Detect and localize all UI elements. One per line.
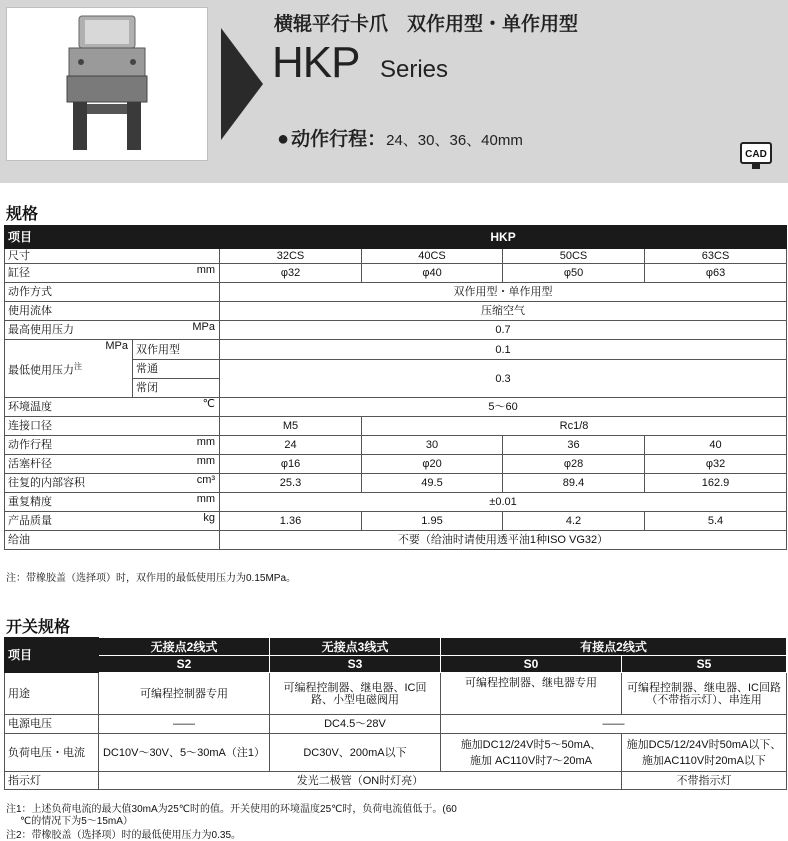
- product-subtitle: 横辊平行卡爪 双作用型・单作用型: [274, 14, 579, 35]
- row-label-text: 往复的内部容积: [8, 477, 85, 489]
- row-label-text: 重复精度: [8, 496, 52, 508]
- cell-line: 施加 AC110V时7～20mA: [469, 754, 593, 767]
- cell: 40: [645, 436, 787, 455]
- cell: 5～60: [220, 398, 787, 417]
- cell: 0.3: [220, 360, 787, 398]
- row-label: 连接口径: [5, 417, 220, 436]
- cell: 0.1: [220, 340, 787, 360]
- cell: φ28: [503, 455, 645, 474]
- stroke-summary-label: 动作行程：: [291, 129, 387, 150]
- cell: ——: [99, 715, 270, 734]
- row-unit: MPa: [192, 321, 216, 333]
- table-row: [5, 772, 787, 790]
- row-label: [5, 398, 220, 417]
- cell: DC30V、200mA以下: [270, 734, 441, 772]
- cell: 可编程控制器、继电器专用: [441, 673, 622, 715]
- table-row: [5, 474, 787, 493]
- table-row: [5, 455, 787, 474]
- cell: 发光二极管（ON时灯亮）: [99, 772, 622, 790]
- cell: φ40: [362, 264, 503, 283]
- cell: φ63: [645, 264, 787, 283]
- row-label: 电源电压: [5, 715, 99, 734]
- table-row: [5, 493, 787, 512]
- group-header: 无接点2线式: [99, 638, 270, 656]
- cell: 可编程控制器专用: [99, 673, 270, 715]
- cell: 4.2: [503, 512, 645, 531]
- sub-label: 常通: [133, 360, 220, 379]
- series-word: Series: [380, 56, 449, 83]
- cell: 1.36: [220, 512, 362, 531]
- row-label-text: 活塞杆径: [8, 458, 52, 470]
- cell: 49.5: [362, 474, 503, 493]
- cell: 1.95: [362, 512, 503, 531]
- cell: 0.7: [220, 321, 787, 340]
- cell: 40CS: [362, 249, 503, 264]
- gripper-image: [7, 8, 207, 160]
- series-code: HKP: [272, 38, 360, 87]
- table-row: [5, 340, 787, 360]
- row-label: 尺寸: [5, 249, 220, 264]
- row-label: 用途: [5, 673, 99, 715]
- header-arrow: [221, 28, 263, 140]
- cell: 24: [220, 436, 362, 455]
- cell: 162.9: [645, 474, 787, 493]
- cell: 50CS: [503, 249, 645, 264]
- row-label: [5, 340, 133, 398]
- cell: 双作用型・单作用型: [220, 283, 787, 302]
- table-row: [5, 531, 787, 550]
- product-photo: [6, 7, 208, 161]
- spec-header-model: HKP: [220, 226, 787, 249]
- cell: φ20: [362, 455, 503, 474]
- cell: DC10V～30V、5～30mA（注1）: [99, 734, 270, 772]
- table-row: [5, 249, 787, 264]
- header-banner: [0, 0, 788, 183]
- model-header: S5: [622, 656, 787, 673]
- model-header: S0: [441, 656, 622, 673]
- spec-header-item: 项目: [5, 226, 220, 249]
- group-header: 无接点3线式: [270, 638, 441, 656]
- table-row: [5, 264, 787, 283]
- sub-label: 双作用型: [133, 340, 220, 360]
- table-row: [5, 398, 787, 417]
- cell: φ32: [220, 264, 362, 283]
- cell: 63CS: [645, 249, 787, 264]
- switch-section-title: 开关规格: [6, 619, 71, 636]
- switch-note-2: 注2：带橡胶盖（选择项）时的最低使用压力为0.35。: [6, 830, 242, 841]
- row-label-text: 环境温度: [8, 401, 52, 413]
- table-row: [5, 715, 787, 734]
- cell-line: 施加DC5/12/24V时50mA以下、: [626, 738, 782, 751]
- row-label: [5, 455, 220, 474]
- cell: 89.4: [503, 474, 645, 493]
- cell: 30: [362, 436, 503, 455]
- cell: φ32: [645, 455, 787, 474]
- row-label-text: 动作行程: [8, 439, 52, 451]
- cell-line: 施加DC12/24V时5～50mA、: [460, 738, 602, 751]
- row-label: 使用流体: [5, 302, 220, 321]
- switch-note-1-cont: ℃的情况下为5～15mA）: [20, 816, 133, 827]
- row-unit: mm: [196, 264, 216, 276]
- row-unit: cm³: [196, 474, 216, 486]
- cell: [441, 734, 622, 772]
- row-label-text: 缸径: [8, 267, 30, 279]
- cell: φ16: [220, 455, 362, 474]
- row-unit: kg: [203, 512, 216, 524]
- cell: 可编程控制器、继电器、IC回路（不带指示灯）、串连用: [622, 673, 787, 715]
- row-unit: MPa: [105, 340, 128, 352]
- row-unit: mm: [196, 493, 216, 505]
- switch-table: [4, 637, 787, 790]
- sub-label: 常闭: [133, 379, 220, 398]
- note-marker: 注: [74, 361, 82, 371]
- cell: 不带指示灯: [622, 772, 787, 790]
- table-row: [5, 734, 787, 772]
- switch-header-item: 项目: [5, 638, 99, 673]
- row-label: 动作方式: [5, 283, 220, 302]
- cell: 不要（给油时请使用透平油1种ISO VG32）: [220, 531, 787, 550]
- model-header: S2: [99, 656, 270, 673]
- row-label: 负荷电压・电流: [5, 734, 99, 772]
- row-label: 给油: [5, 531, 220, 550]
- spec-section-title: 规格: [6, 206, 39, 223]
- stroke-summary-values: 24、30、36、40mm: [386, 132, 523, 149]
- row-label: [5, 264, 220, 283]
- spec-table: [4, 225, 787, 550]
- row-label-text: 最低使用压力: [8, 364, 74, 377]
- cell: 32CS: [220, 249, 362, 264]
- row-unit: mm: [196, 436, 216, 448]
- row-label: [5, 474, 220, 493]
- row-label-text: 最高使用压力: [8, 324, 74, 336]
- row-label-text: 产品质量: [8, 515, 52, 527]
- cell: M5: [220, 417, 362, 436]
- table-row: [5, 283, 787, 302]
- row-unit: ℃: [202, 398, 216, 410]
- cell: ±0.01: [220, 493, 787, 512]
- table-row: [5, 321, 787, 340]
- cell: 36: [503, 436, 645, 455]
- bullet-icon: ●: [277, 128, 290, 150]
- cell-line: 施加AC110V时20mA以下: [642, 754, 766, 767]
- model-header: S3: [270, 656, 441, 673]
- row-label: [5, 512, 220, 531]
- cell: [622, 734, 787, 772]
- table-row: [5, 673, 787, 715]
- row-label: [5, 321, 220, 340]
- cell: 可编程控制器、继电器、IC回路、小型电磁阀用: [270, 673, 441, 715]
- cell: φ50: [503, 264, 645, 283]
- cell: Rc1/8: [362, 417, 787, 436]
- table-row: [5, 436, 787, 455]
- row-unit: mm: [196, 455, 216, 467]
- row-label: 指示灯: [5, 772, 99, 790]
- cad-icon[interactable]: CAD: [740, 142, 772, 164]
- switch-note-1: 注1：上述负荷电流的最大值30mA为25℃时的值。开关使用的环境温度25℃时，负荷电流值低于。(60: [6, 804, 457, 815]
- group-header: 有接点2线式: [441, 638, 787, 656]
- cell: ——: [441, 715, 787, 734]
- row-label: [5, 436, 220, 455]
- table-row: [5, 302, 787, 321]
- spec-note: 注：带橡胶盖（选择项）时，双作用的最低使用压力为0.15MPa。: [6, 573, 297, 584]
- row-label: [5, 493, 220, 512]
- stroke-summary: [277, 124, 523, 151]
- cell: DC4.5～28V: [270, 715, 441, 734]
- cell: 25.3: [220, 474, 362, 493]
- cell: 压缩空气: [220, 302, 787, 321]
- table-row: [5, 512, 787, 531]
- cell: 5.4: [645, 512, 787, 531]
- table-row: [5, 417, 787, 436]
